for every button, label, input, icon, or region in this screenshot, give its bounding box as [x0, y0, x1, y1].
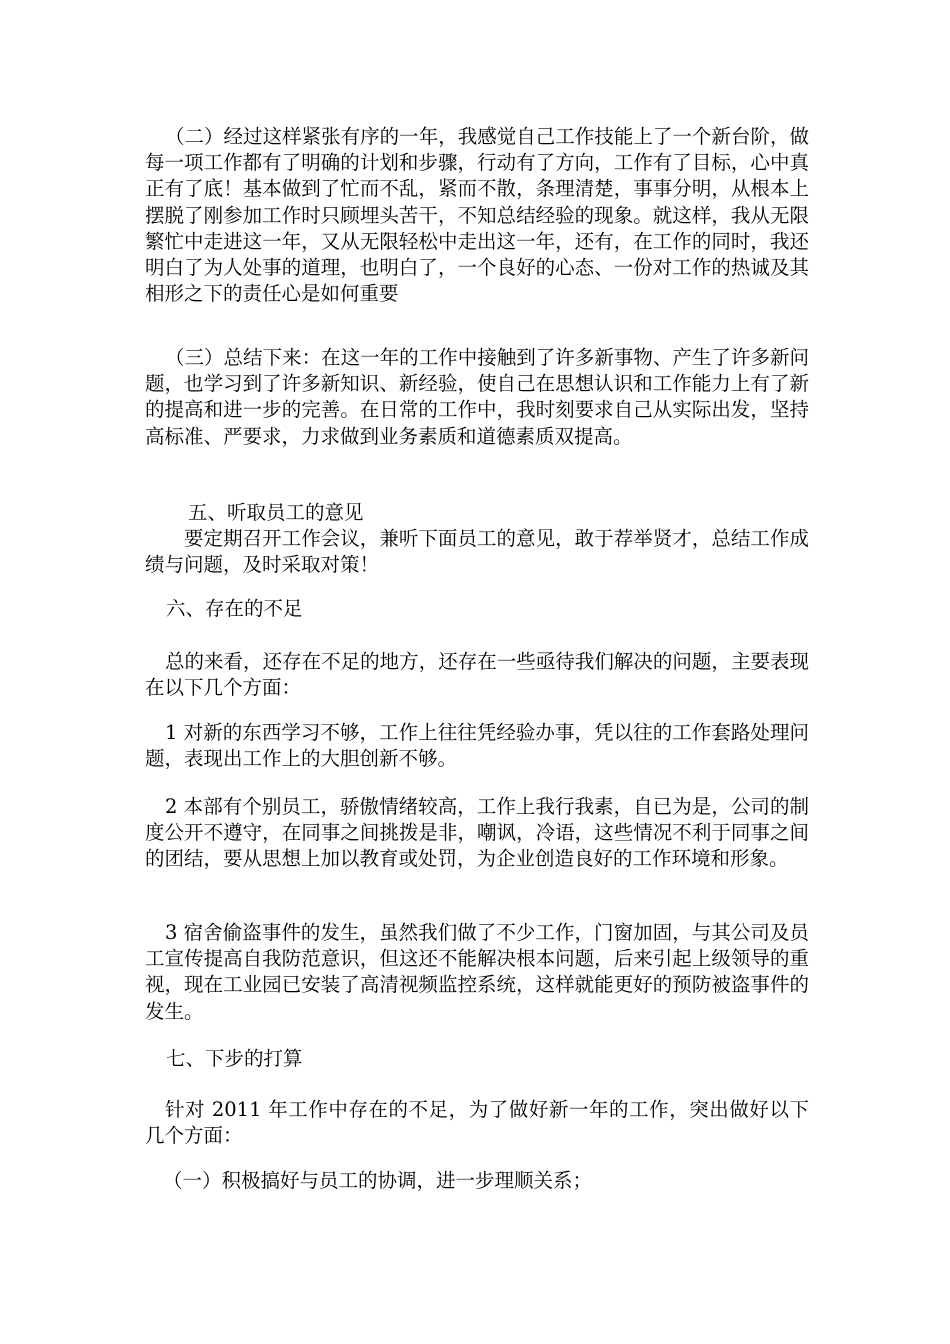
- heading-shortcomings: 六、存在的不足: [166, 597, 303, 620]
- paragraph-section-2: （二）经过这样紧张有序的一年，我感觉自己工作技能上了一个新台阶，做每一项工作都有了明确的计划和步骤，行动有了方向，工作有了目标，心中真正有了底！基本做到了忙而不乱，紧而不散，条理清楚，事事分明，从根本上摆脱了刚参加工作时只顾埋头苦干，不知总结经验的现象。就这样，我从无限繁忙中走进这一年，又从无限轻松中走出这一年，还有，在工作的同时，我还明白了为人处事的道理，也明白了，一个良好的心态、一份对工作的热诚及其相形之下的责任心是如何重要: [145, 125, 809, 306]
- paragraph-shortcoming-2: 2 本部有个别员工，骄傲情绪较高，工作上我行我素，自已为是，公司的制度公开不遵守，在同事之间挑拨是非，嘲讽，冷语，这些情况不利于同事之间的团结，要从思想上加以教育或处罚，为企业创造良好的工作环境和形象。: [145, 795, 809, 871]
- paragraph-listen-to-staff: 要定期召开工作会议，兼听下面员工的意见，敢于荐举贤才，总结工作成绩与问题，及时采取对策！: [145, 527, 809, 577]
- heading-next-steps: 七、下步的打算: [166, 1047, 303, 1070]
- paragraph-section-3: （三）总结下来：在这一年的工作中接触到了许多新事物、产生了许多新问题，也学习到了许多新知识、新经验，使自己在思想认识和工作能力上有了新的提高和进一步的完善。在日常的工作中，我时刻要求自己从实际出发，坚持高标准、严要求，力求做到业务素质和道德素质双提高。: [145, 346, 809, 448]
- paragraph-shortcomings-intro: 总的来看，还存在不足的地方，还存在一些亟待我们解决的问题，主要表现在以下几个方面：: [145, 650, 809, 700]
- paragraph-shortcoming-3: 3 宿舍偷盗事件的发生，虽然我们做了不少工作，门窗加固，与其公司及员工宣传提高自我防范意识，但这还不能解决根本问题，后来引起上级领导的重视，现在工业园已安装了高清视频监控系统，这样就能更好的预防被盗事件的发生。: [145, 921, 809, 1023]
- paragraph-next-steps-intro: 针对 2011 年工作中存在的不足，为了做好新一年的工作，突出做好以下几个方面：: [145, 1098, 809, 1148]
- heading-listen-to-staff: 五、听取员工的意见: [188, 501, 364, 524]
- paragraph-next-step-1: （一）积极搞好与员工的协调，进一步理顺关系；: [163, 1169, 593, 1192]
- paragraph-shortcoming-1: 1 对新的东西学习不够，工作上往往凭经验办事，凭以往的工作套路处理问题，表现出工作上的大胆创新不够。: [145, 721, 809, 771]
